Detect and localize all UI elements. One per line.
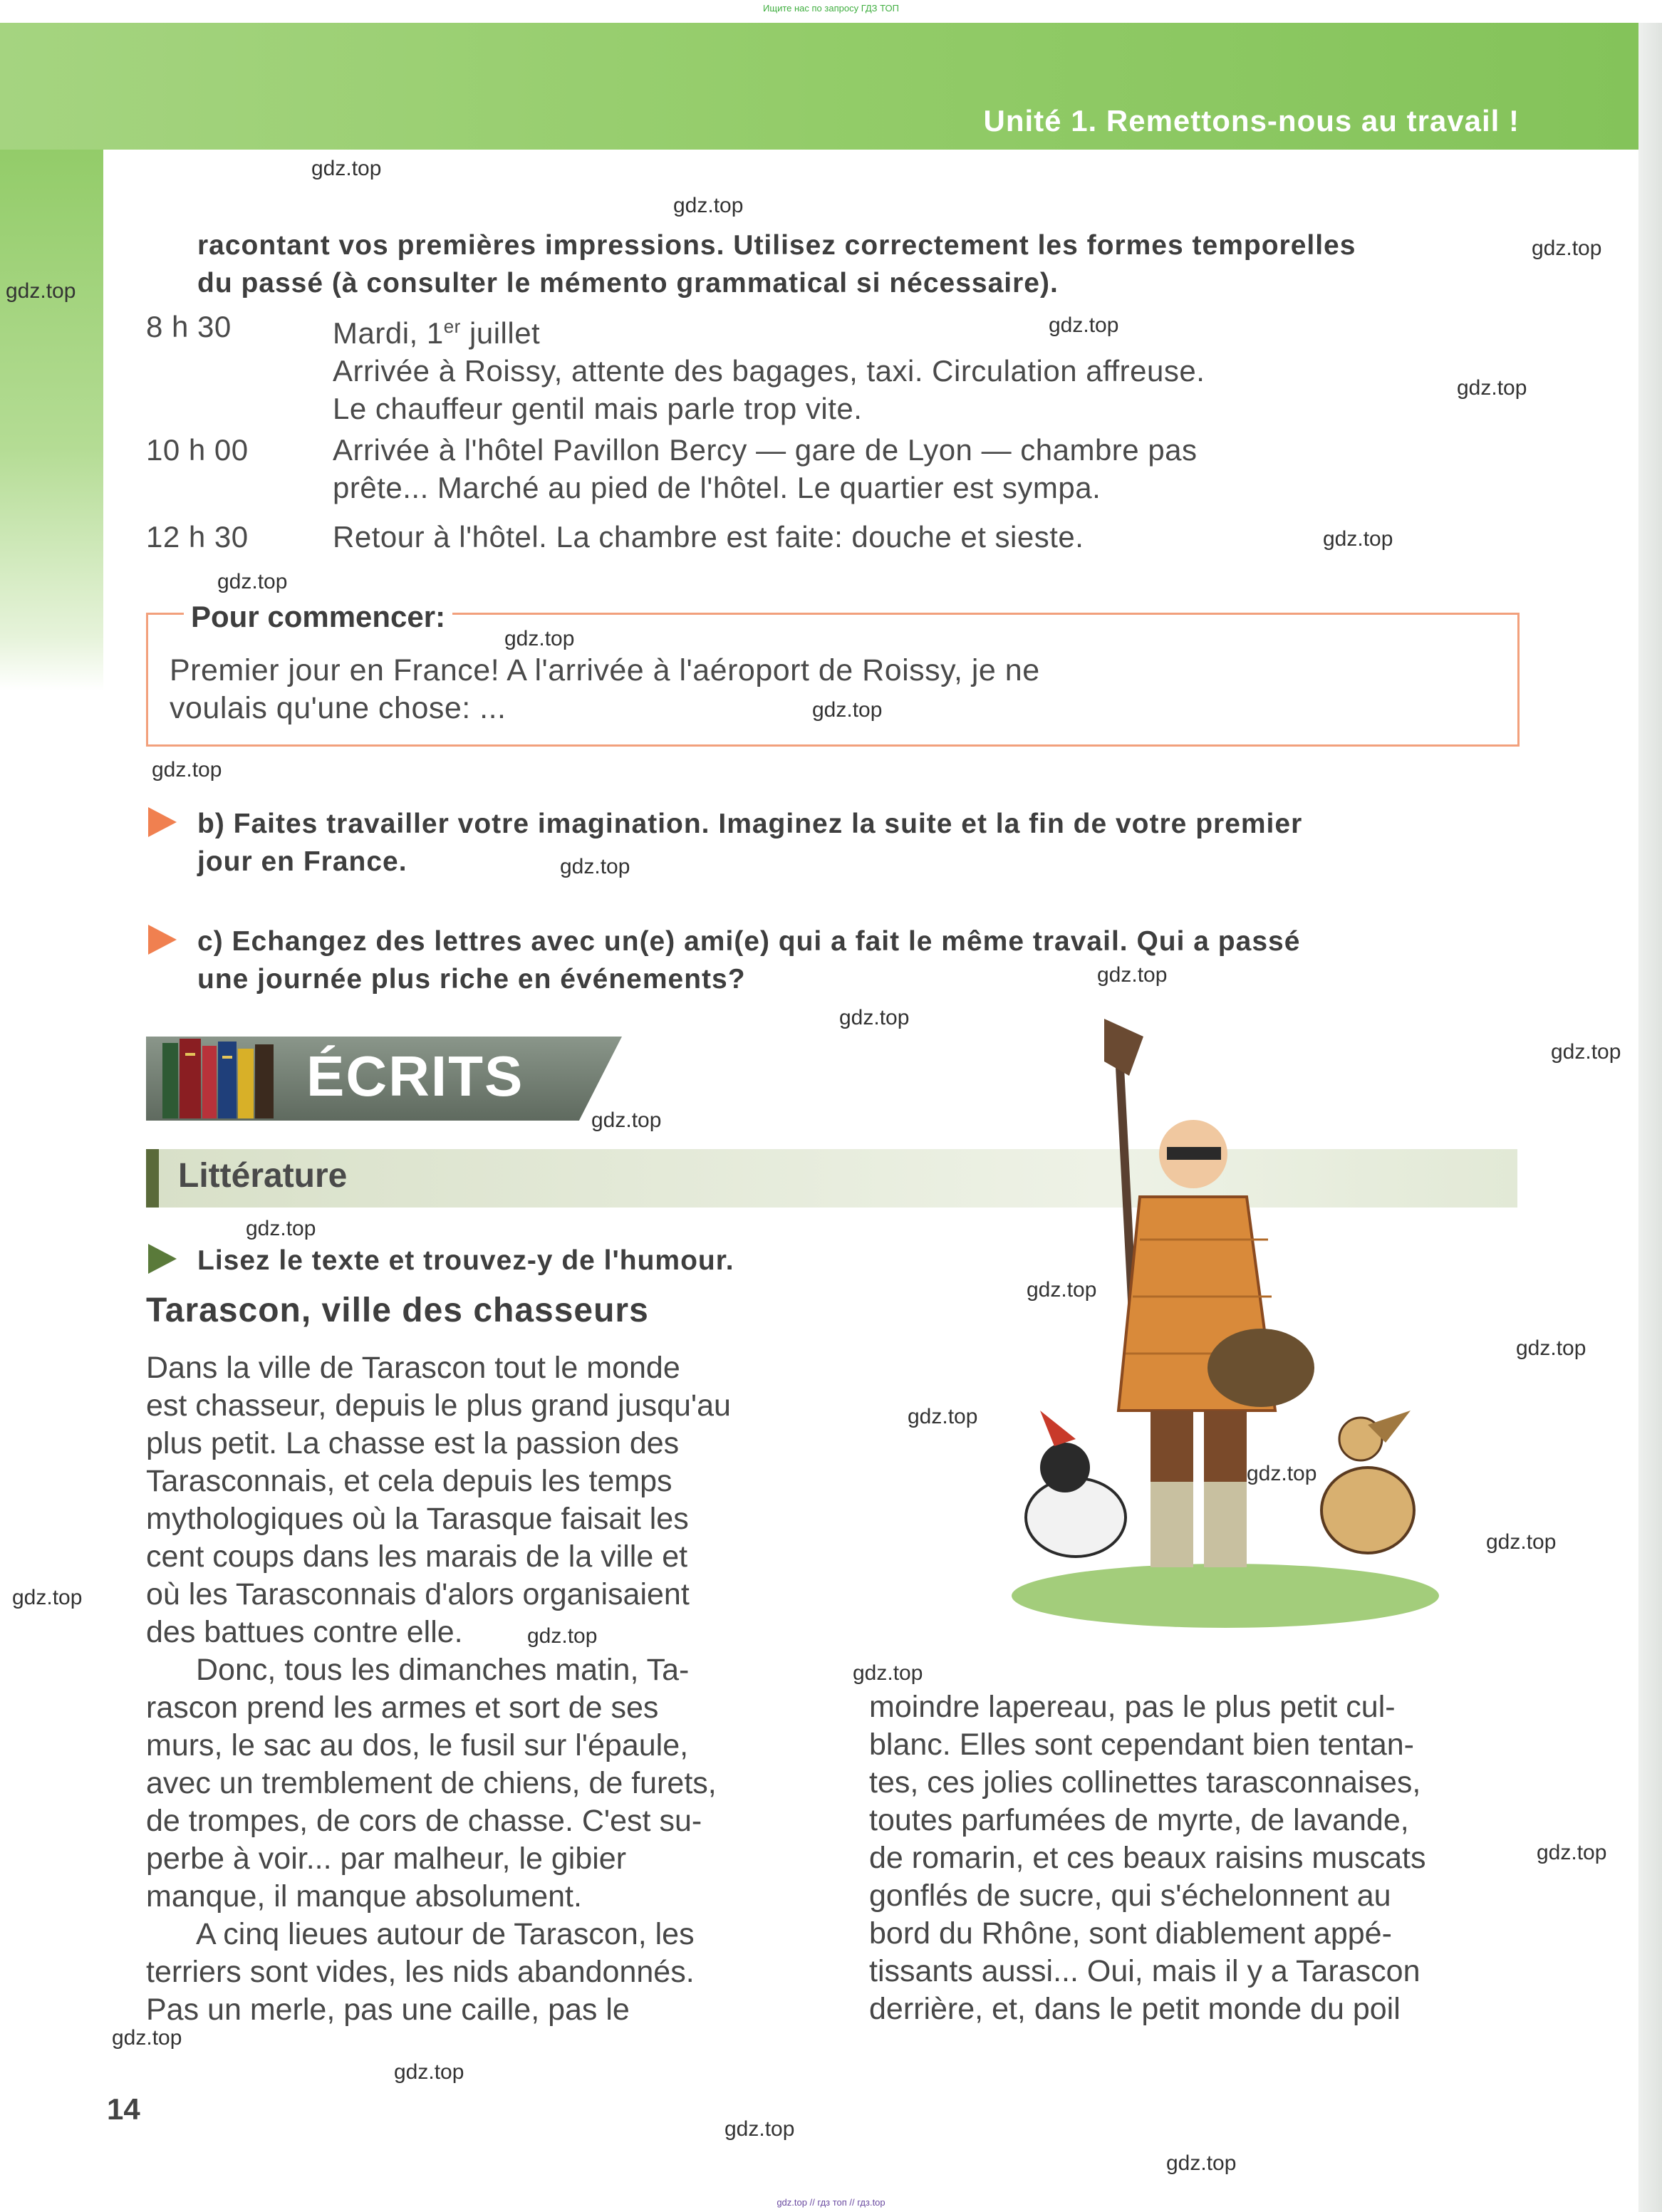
article-line: Donc, tous les dimanches matin, Ta-: [196, 1653, 690, 1687]
watermark: gdz.top: [1097, 963, 1168, 987]
article-line: mythologiques où la Tarasque faisait les: [146, 1502, 689, 1536]
article-line: cent coups dans les marais de la ville et: [146, 1539, 688, 1574]
diary-line: prête... Marché au pied de l'hôtel. Le quartier est sympa.: [333, 471, 1101, 504]
article-line: Dans la ville de Tarascon tout le monde: [146, 1351, 680, 1385]
diary-time: 8 h 30: [146, 310, 232, 343]
instruction-line: racontant vos premières impressions. Utilisez correctement les formes temporelles: [197, 230, 1356, 261]
reading-task-arrow-icon: [148, 1244, 177, 1274]
watermark: gdz.top: [1247, 1462, 1317, 1485]
article-line: de romarin, et ces beaux raisins muscats: [869, 1841, 1426, 1875]
watermark: gdz.top: [1516, 1336, 1586, 1360]
article-left-column: [146, 1349, 793, 2029]
watermark: gdz.top: [1532, 237, 1602, 260]
books-icon: [162, 1039, 291, 1118]
instruction-intro: [197, 227, 1501, 302]
watermark: gdz.top: [1027, 1278, 1097, 1302]
article-line: terriers sont vides, les nids abandonnés.: [146, 1955, 695, 1989]
left-green-band: [0, 150, 103, 691]
task-b-line: jour en France.: [197, 846, 407, 877]
starter-line: Premier jour en France! A l'arrivée à l'aéroport de Roissy, je ne: [170, 653, 1040, 687]
article-line: Tarasconnais, et cela depuis les temps: [146, 1464, 672, 1498]
watermark: gdz.top: [311, 157, 382, 180]
article-line: tissants aussi... Oui, mais il y a Tarascon: [869, 1954, 1421, 1988]
watermark: gdz.top: [12, 1586, 83, 1609]
watermark: gdz.top: [6, 279, 76, 303]
diary-line: Arrivée à Roissy, attente des bagages, taxi. Circulation affreuse.: [333, 354, 1205, 388]
task-c: [197, 923, 1515, 998]
watermark: gdz.top: [1537, 1841, 1607, 1864]
task-b-line: b) Faites travailler votre imagination. Imaginez la suite et la fin de votre premier: [197, 809, 1303, 839]
task-b-arrow-icon: [148, 807, 177, 837]
article-line: blanc. Elles sont cependant bien tentan-: [869, 1728, 1414, 1762]
task-c-arrow-icon: [148, 925, 177, 955]
article-right-column: [869, 1688, 1517, 2028]
watermark: gdz.top: [1049, 313, 1119, 337]
task-b: [197, 805, 1515, 881]
reading-task: Lisez le texte et trouvez-y de l'humour.: [197, 1245, 734, 1276]
starter-box-title: Pour commencer:: [184, 600, 452, 634]
unit-title: Unité 1. Remettons-nous au travail !: [983, 104, 1520, 137]
article-line: avec un tremblement de chiens, de furets,: [146, 1766, 717, 1800]
watermark: gdz.top: [1551, 1040, 1621, 1064]
article-line: derrière, et, dans le petit monde du poil: [869, 1992, 1401, 2026]
diary-date-line: [333, 308, 1508, 352]
article-line: toutes parfumées de myrte, de lavande,: [869, 1803, 1409, 1837]
article-line: moindre lapereau, pas le plus petit cul-: [869, 1690, 1396, 1724]
article-line: tes, ces jolies collinettes tarasconnaises,: [869, 1765, 1421, 1800]
watermark: gdz.top: [908, 1405, 978, 1428]
article-line: bord du Rhône, sont diablement appé-: [869, 1916, 1392, 1951]
watermark: gdz.top: [246, 1217, 316, 1240]
watermark: gdz.top: [560, 855, 630, 878]
article-line: A cinq lieues autour de Tarascon, les: [196, 1917, 695, 1951]
article-line: où les Tarasconnais d'alors organisaient: [146, 1577, 690, 1611]
watermark: gdz.top: [394, 2060, 464, 2084]
article-line: est chasseur, depuis le plus grand jusqu'au: [146, 1388, 731, 1423]
watermark: gdz.top: [812, 698, 883, 722]
article-title: Tarascon, ville des chasseurs: [146, 1292, 649, 1329]
watermark: gdz.top: [1323, 527, 1393, 551]
article-line: manque, il manque absolument.: [146, 1879, 582, 1914]
watermark: gdz.top: [217, 570, 288, 593]
task-c-line: une journée plus riche en événements?: [197, 964, 746, 995]
diary-time: 12 h 30: [146, 520, 249, 554]
instruction-line: du passé (à consulter le mémento grammatical si nécessaire).: [197, 268, 1059, 298]
watermark: gdz.top: [504, 627, 575, 650]
diary-line: Le chauffeur gentil mais parle trop vite.: [333, 392, 863, 425]
watermark: gdz.top: [112, 2026, 182, 2050]
watermark: gdz.top: [591, 1108, 662, 1132]
page-number: 14: [107, 2092, 140, 2126]
date-superscript: er: [443, 316, 461, 337]
task-c-line: c) Echangez des lettres avec un(e) ami(e) qui a fait le même travail. Qui a passé: [197, 926, 1301, 957]
diary-date: Mardi, 1er juillet: [333, 316, 541, 350]
article-line: rascon prend les armes et sort de ses: [146, 1691, 659, 1725]
ecrits-label: ÉCRITS: [306, 1044, 524, 1108]
watermark: gdz.top: [853, 1661, 923, 1685]
starter-box-text: [170, 652, 1381, 727]
hunter-illustration: [997, 1012, 1439, 1639]
watermark: gdz.top: [527, 1624, 598, 1648]
diary-line: Arrivée à l'hôtel Pavillon Bercy — gare de Lyon — chambre pas: [333, 433, 1198, 467]
diary-entry: [333, 431, 1508, 507]
diary-line: Retour à l'hôtel. La chambre est faite: douche et sieste.: [333, 520, 1084, 554]
article-line: de trompes, de cors de chasse. C'est su-: [146, 1804, 702, 1838]
bottom-note: gdz.top // гдз топ // гдз.top: [777, 2197, 885, 2208]
diary-time: 10 h 00: [146, 433, 249, 467]
watermark: gdz.top: [724, 2117, 795, 2141]
starter-line: voulais qu'une chose: ...: [170, 691, 507, 725]
article-line: perbe à voir... par malheur, le gibier: [146, 1842, 627, 1876]
diary-entry: [333, 308, 1508, 427]
watermark: gdz.top: [152, 758, 222, 782]
top-note: Ищите нас по запросу ГДЗ ТОП: [763, 3, 899, 14]
article-line: des battues contre elle.: [146, 1615, 463, 1649]
litterature-label: Littérature: [178, 1157, 348, 1195]
watermark: gdz.top: [1457, 376, 1527, 400]
article-line: gonflés de sucre, qui s'échelonnent au: [869, 1879, 1391, 1913]
article-line: Pas un merle, pas une caille, pas le: [146, 1993, 630, 2027]
litterature-stripe: [146, 1149, 159, 1208]
article-line: plus petit. La chasse est la passion des: [146, 1426, 680, 1460]
watermark: gdz.top: [673, 194, 744, 217]
article-line: murs, le sac au dos, le fusil sur l'épaule,: [146, 1728, 689, 1762]
watermark: gdz.top: [839, 1006, 910, 1029]
page-edge: [1638, 23, 1662, 2212]
watermark: gdz.top: [1166, 2151, 1237, 2175]
watermark: gdz.top: [1486, 1530, 1557, 1554]
